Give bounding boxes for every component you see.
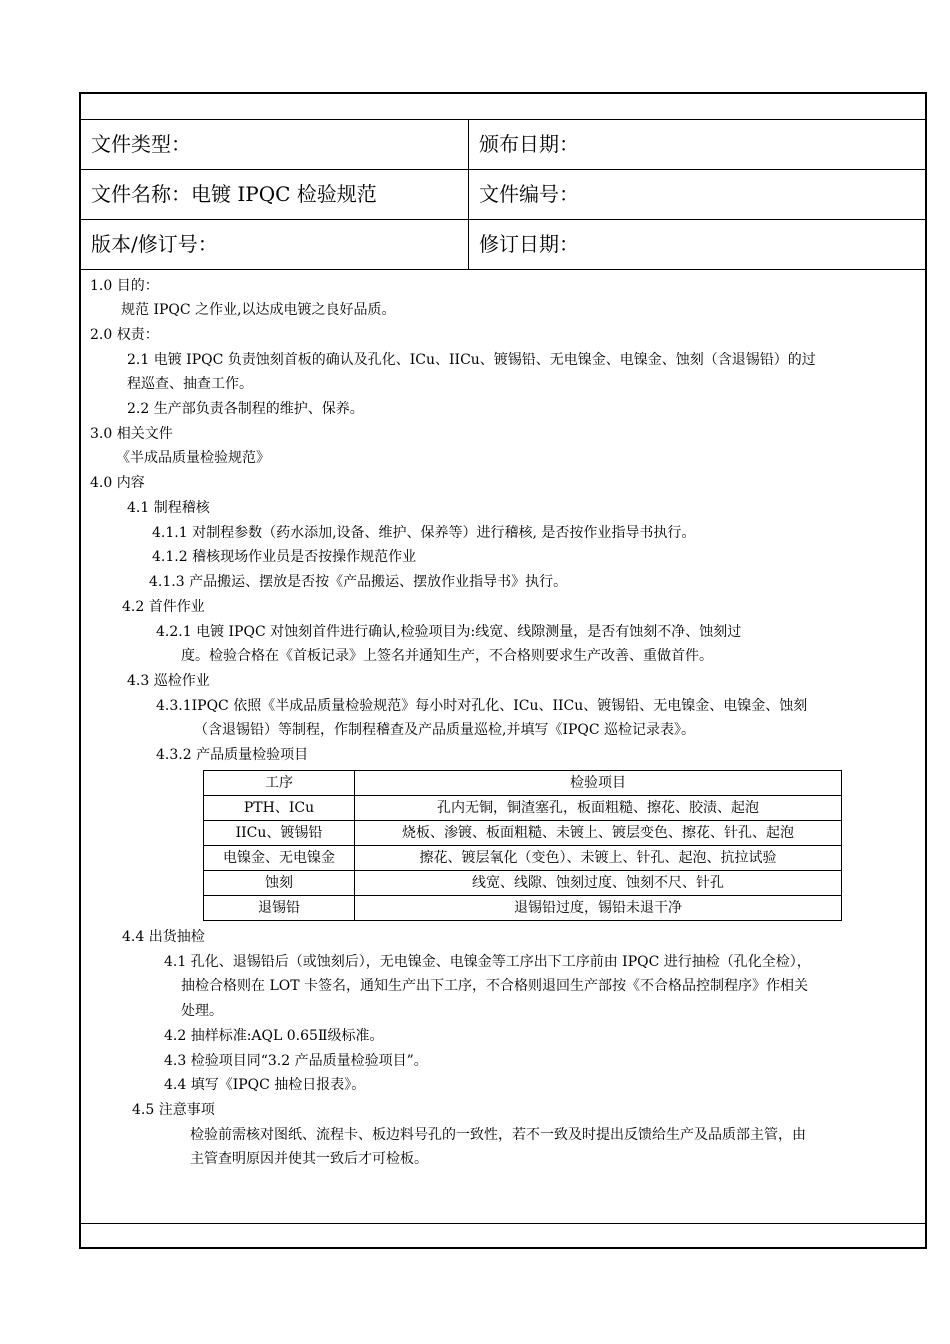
table-row <box>204 796 842 821</box>
items-cell: 退锡铅过度，锡铅未退干净 <box>355 896 842 921</box>
document-frame <box>79 92 927 1249</box>
section-4-1-3: 4.1.3 产品搬运、摆放是否按《产品搬运、摆放作业指导书》执行。 <box>149 574 568 590</box>
section-4-3-1-line-b: （含退锡铅）等制程，作制程稽查及产品质量巡检,并填写《IPQC 巡检记录表》。 <box>194 722 696 738</box>
section-4-5-line-b: 主管查明原因并使其一致后才可检板。 <box>190 1151 428 1167</box>
process-cell: PTH、ICu <box>204 796 355 821</box>
section-3-text: 《半成品质量检验规范》 <box>116 450 270 466</box>
doc-type-label: 文件类型： <box>91 132 191 156</box>
table-row <box>204 821 842 846</box>
table-row <box>204 871 842 896</box>
process-cell: 电镍金、无电镍金 <box>204 846 355 871</box>
section-4-title: 4.0 内容 <box>90 475 145 491</box>
header-divider <box>468 119 469 270</box>
section-4-2: 4.2 首件作业 <box>122 599 205 615</box>
section-4-5-line-a: 检验前需核对图纸、流程卡、板边料号孔的一致性，若不一致及时提出反馈给生产及品质部主管，由 <box>190 1127 806 1143</box>
header-bottom-rule <box>81 269 925 270</box>
items-cell: 孔内无铜，铜渣塞孔，板面粗糙、擦花、胶渍、起泡 <box>355 796 842 821</box>
section-4-3-1-line-a: 4.3.1IPQC 依照《半成品质量检验规范》每小时对孔化、ICu、IICu、镀锡铅、无电镍金、电镍金、蚀刻 <box>156 698 808 714</box>
section-4-4-4: 4.4 填写《IPQC 抽检日报表》。 <box>164 1077 366 1093</box>
section-4-3: 4.3 巡检作业 <box>127 673 210 689</box>
section-4-1: 4.1 制程稽核 <box>127 500 210 516</box>
release-date-label: 颁布日期： <box>479 132 579 156</box>
section-4-3-2: 4.3.2 产品质量检验项目 <box>156 747 309 763</box>
section-2-2: 2.2 生产部负责各制程的维护、保养。 <box>127 401 364 417</box>
section-4-4: 4.4 出货抽检 <box>122 929 205 945</box>
table-row <box>204 846 842 871</box>
table-header-cell: 工序 <box>204 771 355 796</box>
section-4-5: 4.5 注意事项 <box>132 1102 215 1118</box>
footer-rule <box>81 1223 925 1224</box>
section-3-title: 3.0 相关文件 <box>90 426 173 442</box>
items-cell: 烧板、渗镀、板面粗糙、未镀上、镀层变色、擦花、针孔、起泡 <box>355 821 842 846</box>
process-cell: 退锡铅 <box>204 896 355 921</box>
inspection-table <box>203 770 842 921</box>
section-1-text: 规范 IPQC 之作业,以达成电镀之良好品质。 <box>121 302 396 318</box>
items-cell: 擦花、镀层氧化（变色）、未镀上、针孔、起泡、抗拉试验 <box>355 846 842 871</box>
section-2-title: 2.0 权责： <box>90 327 159 343</box>
revision-date-label: 修订日期： <box>479 232 579 256</box>
process-cell: IICu、镀锡铅 <box>204 821 355 846</box>
section-2-1-line-a: 2.1 电镀 IPQC 负责蚀刻首板的确认及孔化、ICu、IICu、镀锡铅、无电镍金、电镍金、蚀刻（含退锡铅）的过 <box>127 352 816 368</box>
header-rule-2 <box>81 219 925 220</box>
section-4-1-2: 4.1.2 稽核现场作业员是否按操作规范作业 <box>152 549 417 565</box>
table-row <box>204 896 842 921</box>
header-top-rule <box>81 119 925 120</box>
process-cell: 蚀刻 <box>204 871 355 896</box>
section-1-title: 1.0 目的： <box>90 278 159 294</box>
table-header-row <box>204 771 842 796</box>
section-4-1-1: 4.1.1 对制程参数（药水添加,设备、维护、保养等）进行稽核, 是否按作业指导书执行。 <box>152 525 696 541</box>
section-4-4-1-line-c: 处理。 <box>181 1003 223 1019</box>
items-cell: 线宽、线隙、蚀刻过度、蚀刻不尺、针孔 <box>355 871 842 896</box>
table-header-cell: 检验项目 <box>355 771 842 796</box>
section-2-1-line-b: 程巡查、抽查工作。 <box>127 376 253 392</box>
section-4-2-1-line-b: 度。检验合格在《首板记录》上签名并通知生产，不合格则要求生产改善、重做首件。 <box>181 648 713 664</box>
section-4-4-3: 4.3 检验项目同“3.2 产品质量检验项目”。 <box>164 1053 428 1069</box>
section-4-2-1-line-a: 4.2.1 电镀 IPQC 对蚀刻首件进行确认,检验项目为:线宽、线隙测量，是否有蚀刻不净、蚀刻过 <box>156 624 742 640</box>
header-rule-1 <box>81 169 925 170</box>
section-4-4-1-line-b: 抽检合格则在 LOT 卡签名，通知生产出下工序，不合格则退回生产部按《不合格品控制程序》作相关 <box>181 978 809 994</box>
doc-number-label: 文件编号： <box>479 182 579 206</box>
section-4-4-2: 4.2 抽样标准:AQL 0.65Ⅱ级标准。 <box>164 1028 384 1044</box>
doc-name-label: 文件名称：电镀 IPQC 检验规范 <box>91 182 377 206</box>
version-label: 版本/修订号： <box>91 232 218 256</box>
section-4-4-1-line-a: 4.1 孔化、退锡铅后（或蚀刻后），无电镍金、电镍金等工序出下工序前由 IPQC 进行抽检（孔化全检）， <box>164 954 811 970</box>
